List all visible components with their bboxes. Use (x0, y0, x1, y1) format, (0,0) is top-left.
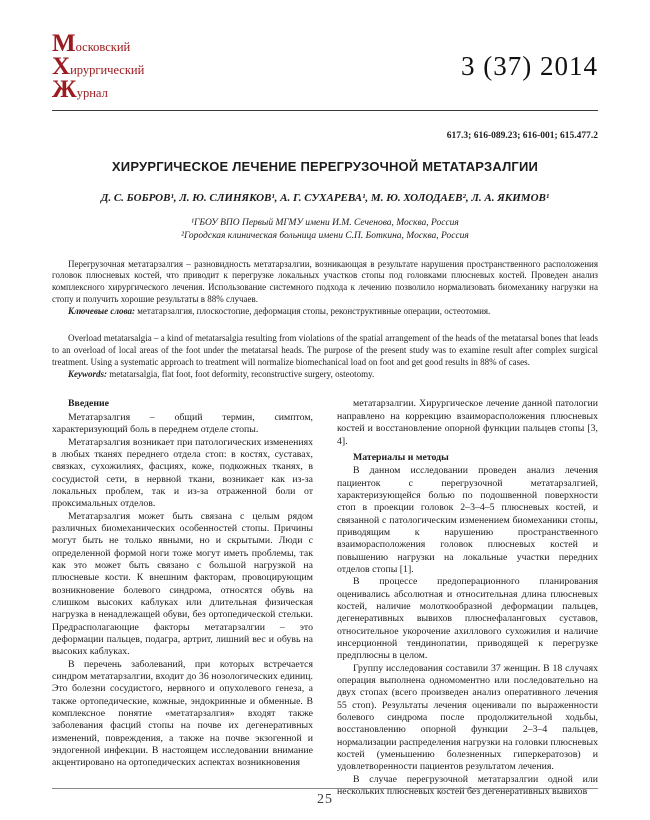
body-paragraph: В перечень заболеваний, при которых встречается синдром метатарзалгии, входит до 36 нозологических единиц. Это болезни сосудистого, нервного и опухолевого генеза, а также ортопедические, кожные, эндокринные и обменные. В комплексное понятие «метатарзалгия» входят также заболевания фасций стопы на почве их дегенеративных изменений, повреждения, а также на почве экзогенной и эндогенной инфекции. В настоящем исследовании внимание акцентировано на ортопедических аспектах возникновения (52, 658, 313, 769)
issue-number: 3 (37) 2014 (461, 51, 598, 81)
abstract-en (52, 333, 598, 381)
logo-initial-zh: Ж (52, 76, 77, 103)
journal-header (52, 32, 598, 101)
right-column (337, 398, 598, 798)
logo-line-3 (52, 78, 144, 101)
body-paragraph: В процессе предоперационного планирования оценивались абсолютная и относительная длина плюсневых костей, наличие молоткообразной деформации пальцев, дегенеративных вывихов плюснефаланговых суставов, относительное укорочение ахиллового сухожилия и наличие инсерционной тендинопатии, приводящей к перегрузке предплюсны в целом. (337, 576, 598, 662)
journal-logo (52, 32, 144, 101)
affiliation-1: ¹ГБОУ ВПО Первый МГМУ имени И.М. Сеченова, Москва, Россия (191, 218, 459, 228)
logo-line-2 (52, 55, 144, 78)
keywords-en-label: Keywords: (68, 368, 107, 379)
body-paragraph: Метатарзалгия – общий термин, симптом, характеризующий боль в переднем отделе стопы. (52, 411, 313, 436)
keywords-ru-label: Ключевые слова: (68, 306, 135, 317)
abstract-ru (52, 259, 598, 318)
udc-code: 617.3; 616-089.23; 616-001; 615.477.2 (446, 131, 598, 141)
body-paragraph: Метатарзалгия возникает при патологических изменениях в любых тканях переднего отдела стоп: в костях, суставах, связках, сухожилиях, фасциях, коже, подкожных тканях, в сосудистой сети, в нервной ткани, возникает как из-за локальных проблем, так и из-за отраженной боли от проксимальных отделов. (52, 436, 313, 510)
affiliations (52, 217, 598, 244)
body-paragraph: Группу исследования составили 37 женщин. В 18 случаях операция выполнена одномоментно или последовательно на двух стопах (всего произведен анализ оперативного лечения 55 стоп). Результаты лечения оценивали по выраженности болевого синдрома после продолжительной ходьбы, восстановлению опорной функции 2–3–4 пальцев, нормализации распределения нагрузки на головки плюсневых костей (уменьшению болезненных гиперкератозов) и удовлетворенности пациентов результатом лечения. (337, 662, 598, 773)
article-title: ХИРУРГИЧЕСКОЕ ЛЕЧЕНИЕ ПЕРЕГРУЗОЧНОЙ МЕТАТАРЗАЛГИИ (111, 159, 539, 174)
logo-initial-m: М (52, 30, 76, 57)
logo-line-1 (52, 32, 144, 55)
abstract-en-text: Overload metatarsalgia – a kind of metatarsalgia resulting from violations of the spatial arrangement of the heads of the metatarsal bones that leads to an overload of local areas of the foot under the metatarsal heads. The purpose of the present study was to examine result after complex surgical treatment. Using a systematic approach to treatment will normalize biomechanical load on foot and get good results in 88% of cases. (52, 332, 598, 367)
logo-rest-1: осковский (75, 40, 131, 54)
abstract-ru-keywords (52, 306, 598, 318)
page-number: 25 (317, 792, 333, 807)
body-paragraph: В случае перегрузочной метатарзалгии одной или нескольких плюсневых костей без дегенеративных вывихов (337, 773, 598, 798)
logo-rest-3: урнал (76, 86, 108, 100)
left-column (52, 398, 313, 798)
body-paragraph: В данном исследовании проведен анализ лечения пациенток с перегрузочной метатарзалгией, характеризующейся болью по подошвенной поверхности стоп в проекции головок 2–3–4–5 плюсневых костей, и связанной с патологическим изменением биомеханики стопы, приводящим к нарушению пространственного взаиморасположения головок плюсневых костей и повышению нагрузки на локальные участки передних отделов стопы [1]. (337, 465, 598, 575)
footer-divider (52, 788, 598, 789)
article-body (52, 398, 598, 798)
logo-initial-h: Х (52, 53, 71, 80)
authors-line: Д. С. БОБРОВ¹, Л. Ю. СЛИНЯКОВ¹, А. Г. СУХАРЕВА¹, М. Ю. ХОЛОДАЕВ², Л. А. ЯКИМОВ¹ (100, 192, 550, 204)
body-paragraph: метатарзалгии. Хирургическое лечение данной патологии направлено на коррекцию взаиморасположения плюсневых костей и восстановление опорной функции пальцев стопы [3, 4]. (337, 398, 598, 447)
header-divider (52, 110, 598, 111)
keywords-ru-list: метатарзалгия, плоскостопие, деформация стопы, реконструктивные операции, остеотомия. (137, 306, 491, 317)
body-paragraph: Метатарзалгия может быть связана с целым рядом различных биомеханических особенностей стопы. Причины могут быть не только явными, но и скрытыми. Люди с определенной формой ноги тоже могут иметь проблемы, так как это может быть связано с большой нагрузкой на плюсневые кости. К внешним факторам, провоцирующим возникновение болевого синдрома, относятся обувь на слишком высоких каблуках или длительная физическая нагрузка в ненадлежащей обуви, без ортопедической стельки. Предрасполагающие факторы метатарзалгии – это деформации пальцев, подагра, артрит, лишний вес и обувь на высоких каблуках. (52, 510, 313, 658)
logo-rest-2: ирургический (70, 63, 145, 77)
keywords-en-list: metatarsalgia, flat foot, foot deformity, reconstructive surgery, osteotomy. (109, 368, 375, 379)
abstract-ru-text: Перегрузочная метатарзалгия – разновидность метатарзалгии, возникающая в результате нарушения пространственного расположения головок плюсневых костей, что приводит к перегрузке локальных участков стопы под головками плюсневых костей. Проведен анализ комплексного хирургического лечения. Использование системного подхода к лечению позволило нормализовать биомеханику нагрузки на стопу и получить хорошие результаты в 88% случаев. (52, 258, 598, 305)
abstract-en-keywords (52, 369, 598, 381)
section-heading-introduction: Введение (68, 398, 109, 410)
affiliation-2: ²Городская клиническая больница имени С.П. Боткина, Москва, Россия (181, 231, 469, 242)
page-footer (52, 788, 598, 808)
section-heading-materials-methods: Материалы и методы (353, 451, 449, 463)
